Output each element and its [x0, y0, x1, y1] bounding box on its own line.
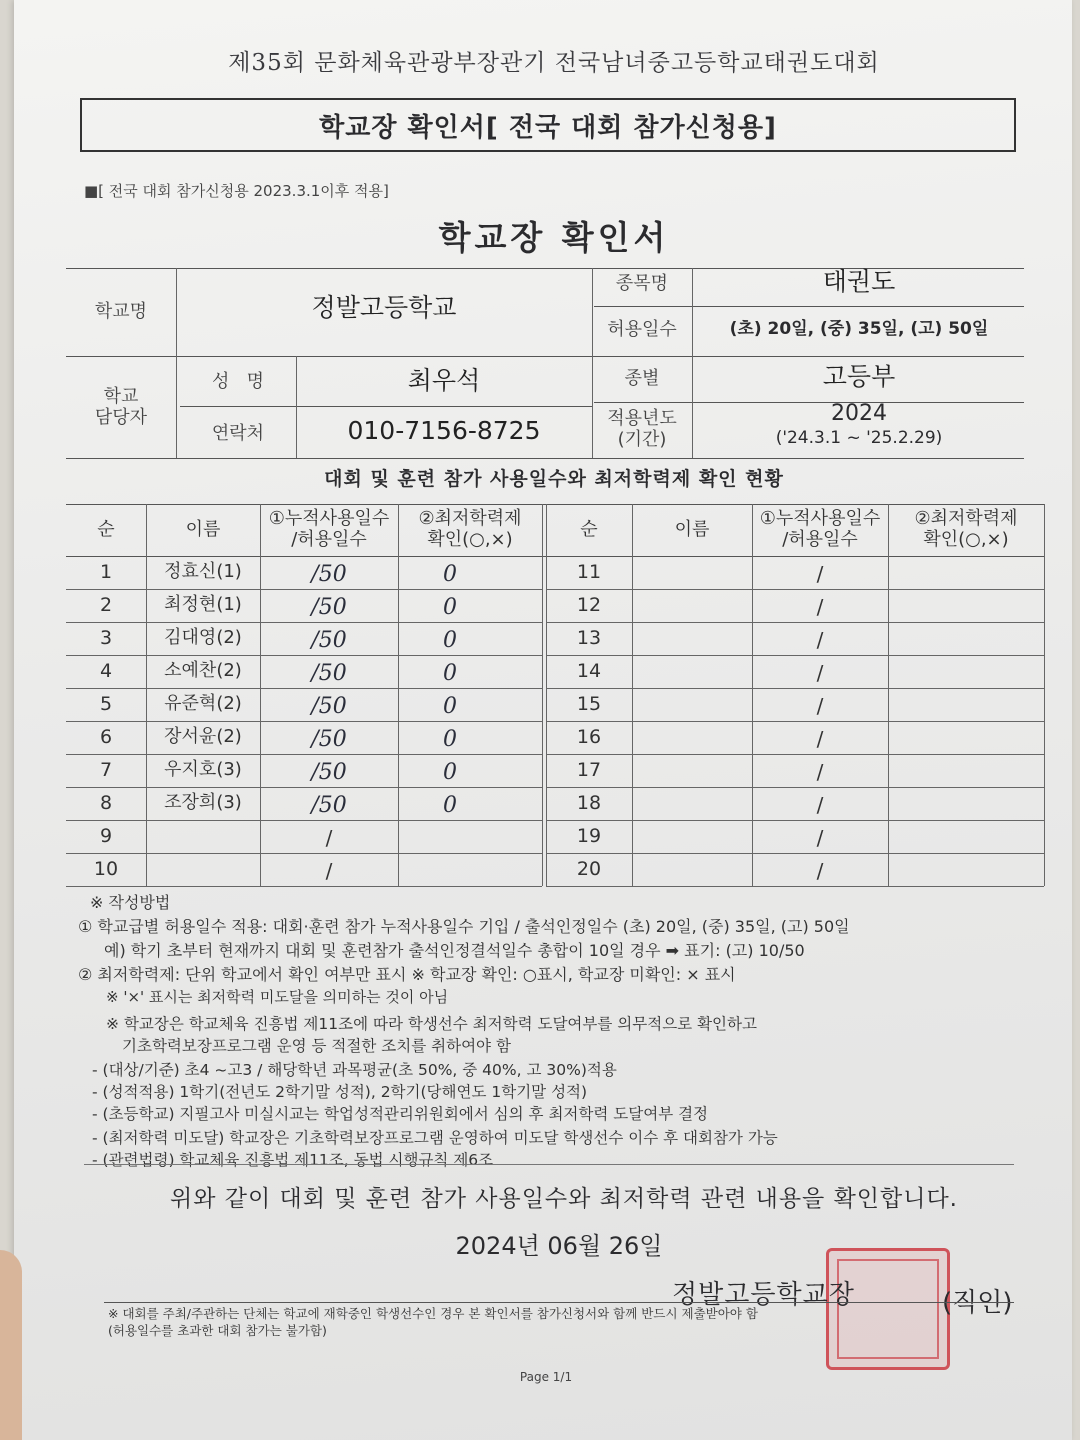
student-name [632, 622, 752, 655]
student-name: 정효신(1) [164, 561, 242, 583]
column-rule [1044, 504, 1045, 886]
note-line: - (초등학교) 지필고사 미실시교는 학업성적관리위원회에서 심의 후 최저학력 도달여부 결정 [92, 1105, 709, 1123]
note-heading: ※ 작성방법 [90, 893, 171, 912]
days-used: /50 [311, 594, 347, 620]
student-name: 소예찬(2) [164, 660, 242, 682]
contact-value: 010-7156-8725 [347, 415, 541, 445]
column-header-academic: ②최저학력제 확인(○,×) [914, 508, 1018, 550]
row-number: 2 [99, 593, 113, 616]
days-used: / [816, 727, 824, 751]
note-line: ① 학교급별 허용일수 적용: 대회·훈련 참가 누적사용일수 기입 / 출석인정일수 (초) 20일, (중) 35일, (고) 50일 [78, 917, 850, 936]
note-line: ※ 학교장은 학교체육 진흥법 제11조에 따라 학생선수 최저학력 도달여부를 의무적으로 확인하고 [106, 1015, 757, 1033]
footnote-line: (허용일수를 초과한 대회 참가는 불가함) [108, 1322, 327, 1338]
row-number: 16 [576, 725, 602, 748]
school-name-label: 학교명 [94, 300, 148, 322]
category-value: 고등부 [822, 361, 896, 391]
column-header-days: ①누적사용일수 /허용일수 [268, 508, 390, 550]
boxed-title: 학교장 확인서[ 전국 대회 참가신청용] [80, 98, 1016, 152]
row-number: 9 [99, 824, 113, 847]
issue-date: 2024년 06월 26일 [455, 1232, 663, 1260]
column-header-no: 순 [580, 518, 598, 540]
days-used: / [816, 826, 824, 850]
days-used: /50 [311, 792, 347, 818]
academic-check [888, 690, 1004, 723]
days-used: /50 [311, 627, 347, 653]
academic-check [398, 855, 502, 888]
school-name-value: 정발고등학교 [311, 292, 457, 322]
row-number: 8 [99, 791, 113, 814]
note-line: ② 최저학력제: 단위 학교에서 확인 여부만 표시 ※ 학교장 확인: ○표시, 학교장 미확인: × 표시 [78, 965, 736, 984]
row-number: 15 [576, 692, 602, 715]
academic-check [888, 657, 1004, 690]
academic-check: 0 [443, 726, 457, 752]
application-note: ■[ 전국 대회 참가신청용 2023.3.1이후 적용] [84, 182, 389, 200]
column-header-no: 순 [97, 518, 115, 540]
row-number: 5 [99, 692, 113, 715]
days-used: / [816, 562, 824, 586]
row-number: 10 [93, 857, 119, 880]
manager-name-label: 성 명 [212, 370, 264, 392]
academic-check: 0 [443, 759, 457, 785]
row-number: 13 [576, 626, 602, 649]
confirmation-text: 위와 같이 대회 및 훈련 참가 사용일수와 최저학력 관련 내용을 확인합니다. [170, 1186, 958, 1212]
manager-name-value: 최우석 [407, 365, 481, 395]
days-used: / [816, 760, 824, 784]
academic-check [888, 756, 1004, 789]
days-used: /50 [311, 660, 347, 686]
category-label: 종별 [624, 367, 660, 389]
document-page [14, 0, 1072, 1440]
academic-check [888, 624, 1004, 657]
days-used: / [325, 826, 333, 850]
student-name: 우지호(3) [164, 759, 242, 781]
usage-section-title: 대회 및 훈련 참가 사용일수와 최저학력제 확인 현황 [324, 468, 784, 490]
note-line: - (관련법령) 학교체육 진흥법 제11조, 동법 시행규칙 제6조 [92, 1151, 494, 1169]
row-number: 3 [99, 626, 113, 649]
student-name [632, 721, 752, 754]
academic-check: 0 [443, 660, 457, 686]
days-used: / [816, 694, 824, 718]
student-name [632, 853, 752, 886]
manager-label: 학교 담당자 [94, 386, 148, 428]
page-number: Page 1/1 [519, 1370, 573, 1384]
note-line: 기초학력보장프로그램 운영 등 적절한 조치를 취하여야 함 [122, 1037, 511, 1055]
student-name [632, 820, 752, 853]
academic-check: 0 [443, 561, 457, 587]
academic-check [888, 591, 1004, 624]
days-used: / [816, 595, 824, 619]
year-value: 2024 [831, 401, 887, 427]
column-rule [542, 504, 543, 886]
row-number: 18 [576, 791, 602, 814]
row-number: 14 [576, 659, 602, 682]
student-name [632, 754, 752, 787]
academic-check [888, 558, 1004, 591]
note-line: - (성적적용) 1학기(전년도 2학기말 성적), 2학기(당해연도 1학기말 성적) [92, 1083, 588, 1101]
student-name [632, 688, 752, 721]
footnote-line: ※ 대회를 주최/주관하는 단체는 학교에 재학중인 학생선수인 경우 본 확인서를 참가신청서와 함께 반드시 제출받아야 함 [108, 1306, 758, 1321]
column-header-days: ①누적사용일수 /허용일수 [759, 508, 881, 550]
academic-check: 0 [443, 792, 457, 818]
student-name [632, 787, 752, 820]
contact-label: 연락처 [211, 422, 265, 444]
footnote [108, 1306, 758, 1340]
allowed-days-value: (초) 20일, (중) 35일, (고) 50일 [729, 319, 989, 340]
note-line: - (대상/기준) 초4 ~고3 / 해당학년 과목평균(초 50%, 중 40%, 고 30%)적용 [92, 1061, 617, 1079]
row-number: 1 [99, 560, 113, 583]
row-number: 19 [576, 824, 602, 847]
days-used: / [816, 628, 824, 652]
days-used: /50 [311, 726, 347, 752]
note-line: ※ '×' 표시는 최저학력 미도달을 의미하는 것이 아님 [106, 988, 449, 1006]
seal-label: (직인) [942, 1288, 1013, 1318]
days-used: /50 [311, 561, 347, 587]
year-label: 적용년도 (기간) [607, 408, 677, 450]
academic-check [398, 822, 502, 855]
days-used: / [816, 661, 824, 685]
row-number: 11 [576, 560, 602, 583]
event-value: 태권도 [822, 266, 896, 296]
academic-check [888, 855, 1004, 888]
event-label: 종목명 [615, 272, 669, 294]
allowed-days-label: 허용일수 [607, 318, 677, 340]
academic-check: 0 [443, 594, 457, 620]
row-number: 4 [99, 659, 113, 682]
days-used: /50 [311, 759, 347, 785]
student-name: 유준혁(2) [164, 693, 242, 715]
row-number: 17 [576, 758, 602, 781]
academic-check [888, 822, 1004, 855]
row-number: 20 [576, 857, 602, 880]
row-number: 6 [99, 725, 113, 748]
student-name [632, 655, 752, 688]
academic-check: 0 [443, 627, 457, 653]
student-name [632, 556, 752, 589]
document-title: 학교장 확인서 [438, 218, 670, 257]
days-used: / [816, 859, 824, 883]
principal-name: 정발고등학교장 [672, 1280, 855, 1310]
academic-check [888, 789, 1004, 822]
note-line: - (최저학력 미도달) 학교장은 기초학력보장프로그램 운영하여 미도달 학생선수 이수 후 대회참가 가능 [92, 1129, 778, 1147]
row-number: 12 [576, 593, 602, 616]
days-used: / [325, 859, 333, 883]
student-name: 김대영(2) [164, 627, 242, 649]
row-number: 7 [99, 758, 113, 781]
student-name: 조장희(3) [164, 792, 242, 814]
note-line: 예) 학기 초부터 현재까지 대회 및 훈련참가 출석인정결석일수 총합이 10일 경우 ➡ 표기: (고) 10/50 [104, 941, 805, 960]
column-header-name: 이름 [674, 518, 710, 540]
period-value: ('24.3.1 ~ '25.2.29) [775, 428, 943, 449]
event-title: 제35회 문화체육관광부장관기 전국남녀중고등학교태권도대회 [228, 50, 880, 76]
student-name: 최정현(1) [164, 594, 242, 616]
academic-check [888, 723, 1004, 756]
student-name [146, 853, 260, 886]
column-header-name: 이름 [185, 518, 221, 540]
background-object [0, 1250, 22, 1440]
student-name [632, 589, 752, 622]
days-used: / [816, 793, 824, 817]
academic-check: 0 [443, 693, 457, 719]
student-name: 장서윤(2) [164, 726, 242, 748]
days-used: /50 [311, 693, 347, 719]
column-header-academic: ②최저학력제 확인(○,×) [418, 508, 522, 550]
student-name [146, 820, 260, 853]
